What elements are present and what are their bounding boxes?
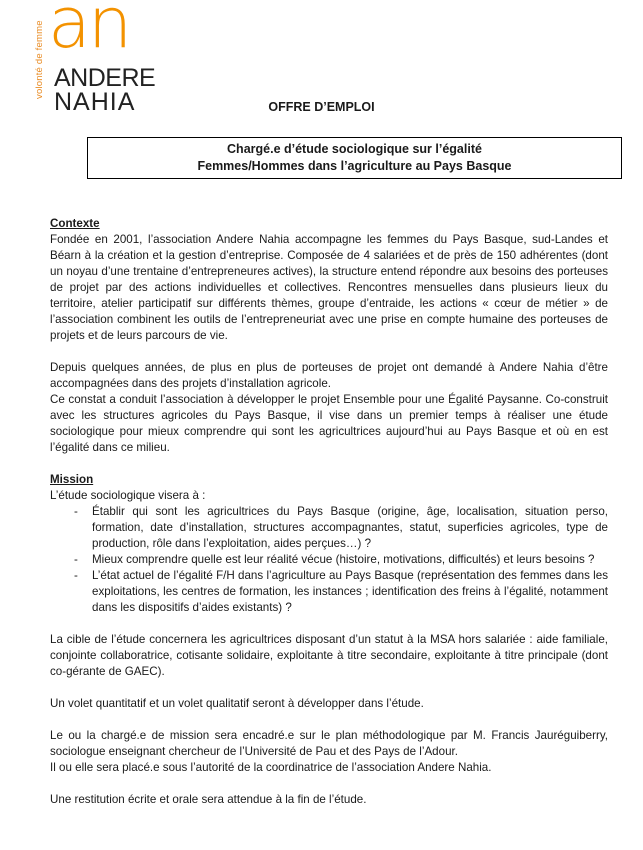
- page-heading: OFFRE D’EMPLOI: [268, 100, 375, 114]
- logo-name-line1: ANDERE: [54, 64, 156, 92]
- list-item: - L’état actuel de l’égalité F/H dans l’agriculture au Pays Basque (représentation des femmes dans les exploitations, les centres de formation, les instances ; identification des freins à l’égalité, notamment dans les dispositifs d’aides existants) ?: [92, 568, 608, 616]
- mission-encadrement-paragraph: Le ou la chargé.e de mission sera encadré.e sur le plan méthodologique par M. Francis Jauréguiberry, sociologue enseignant chercheur de l’Université de Pau et des Pays de l’Adour.: [50, 729, 608, 758]
- job-title-box: [87, 137, 622, 179]
- contexte-paragraph-3: Ce constat a conduit l’association à développer le projet Ensemble pour une Égalité Paysanne. Co-construit avec les structures agricoles du Pays Basque, il vise dans un premier temps à réaliser une étude sociologique pour mieux comprendre qui sont les agricultrices aujourd’hui au Pays Basque et où en est l’égalité dans ce milieu.: [50, 393, 608, 454]
- list-item: - Mieux comprendre quelle est leur réalité vécue (histoire, motivations, difficultés) et leurs besoins ?: [92, 552, 608, 568]
- spacer: [50, 776, 608, 792]
- mission-intro: L’étude sociologique visera à :: [50, 489, 206, 502]
- job-title-line2: Femmes/Hommes dans l’agriculture au Pays Basque: [197, 159, 512, 173]
- contexte-paragraph-1: Fondée en 2001, l’association Andere Nahia accompagne les femmes du Pays Basque, sud-Landes et Béarn à la création et la gestion d’entreprise. Composée de 4 salariées et de près de 150 adhérentes (dont un noyau d’une trentaine d’entrepreneures actives), la structure entend répondre aux besoins des porteuses de projet par des actions individuelles et collectives. Rencontres mensuelles dans plusieurs lieux du territoire, atelier participatif sur différents thèmes, groupe d’entraide, les actions « cœur de métier » de l’association combinent les outils de l’entrepreneuriat avec une prise en compte humaine des porteuses de projets et de leurs parcours de vie.: [50, 233, 608, 342]
- spacer: [50, 456, 608, 472]
- mission-bullet-list: [50, 504, 608, 616]
- mission-autorite-paragraph: Il ou elle sera placé.e sous l’autorité de la coordinatrice de l’association Andere Nahia.: [50, 761, 492, 774]
- andere-nahia-logo: [34, 0, 156, 116]
- spacer: [50, 712, 608, 728]
- logo-name-line2: NAHIA: [54, 88, 136, 116]
- document-body: [50, 216, 608, 808]
- spacer: [50, 344, 608, 360]
- section-title-mission: Mission: [50, 473, 94, 486]
- mission-restitution-paragraph: Une restitution écrite et orale sera attendue à la fin de l’étude.: [50, 793, 367, 806]
- spacer: [50, 680, 608, 696]
- contexte-paragraph-2: Depuis quelques années, de plus en plus de porteuses de projet ont demandé à Andere Nahia d’être accompagnées dans des projets d’installation agricole.: [50, 361, 608, 390]
- section-title-contexte: Contexte: [50, 217, 100, 230]
- logo-tagline: volonté de femme: [34, 20, 45, 100]
- job-title-line1: Chargé.e d’étude sociologique sur l’égalité: [227, 142, 482, 156]
- mission-volet-paragraph: Un volet quantitatif et un volet qualitatif seront à développer dans l’étude.: [50, 697, 424, 710]
- list-item: - Établir qui sont les agricultrices du Pays Basque (origine, âge, localisation, situation perso, formation, date d’installation, structures accompagnantes, statut, superficies agricoles, type de production, rôle dans l’exploitation, aides perçues…) ?: [92, 504, 608, 552]
- spacer: [50, 616, 608, 632]
- logo-mark: an: [48, 0, 130, 64]
- mission-cible-paragraph: La cible de l’étude concernera les agricultrices disposant d’un statut à la MSA hors salariée : aide familiale, conjointe collaboratrice, cotisante solidaire, exploitante à titre secondaire, exploitante à titre principale (dont co-gérante de GAEC).: [50, 633, 608, 678]
